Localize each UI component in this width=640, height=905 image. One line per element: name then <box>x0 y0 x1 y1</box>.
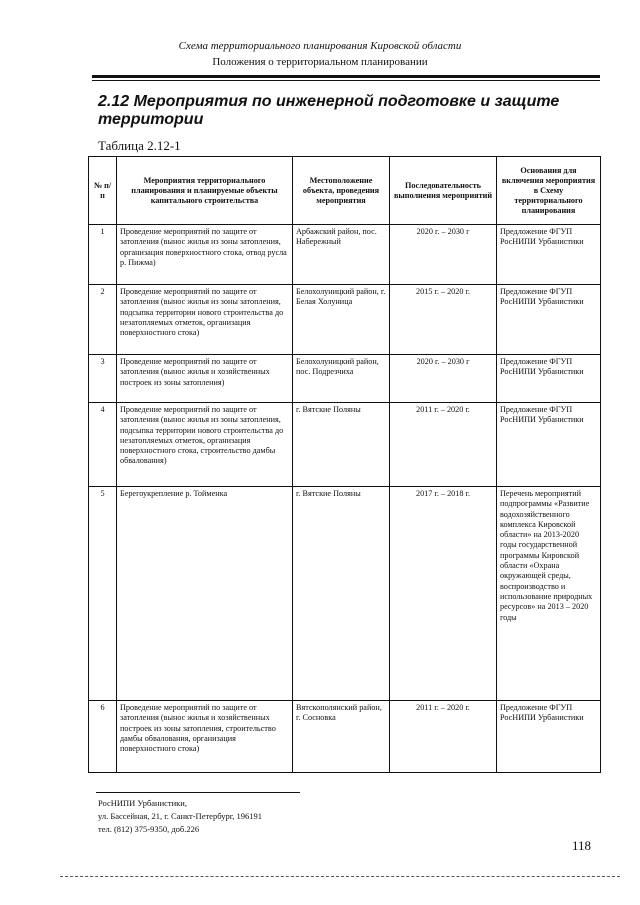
cell-period: 2015 г. – 2020 г. <box>390 285 497 355</box>
cell-basis: Предложение ФГУП РосНИПИ Урбанистики <box>497 355 601 403</box>
table-row <box>89 285 601 355</box>
cell-measure: Проведение мероприятий по защите от затопления (вынос жилья и хозяйственных построек из зоны затопления) <box>117 355 293 403</box>
document-header-subtitle: Положения о территориальном планировании <box>212 56 428 68</box>
section-title: 2.12 Мероприятия по инженерной подготовке и защите территории <box>98 93 560 128</box>
cell-period: 2020 г. – 2030 г <box>390 225 497 285</box>
cell-period: 2011 г. – 2020 г. <box>390 403 497 487</box>
cell-period: 2017 г. – 2018 г. <box>390 487 497 701</box>
table-header-row <box>89 157 601 225</box>
scan-edge-line <box>60 876 620 877</box>
table-row <box>89 403 601 487</box>
footer-phone: тел. (812) 375-9350, доб.226 <box>98 824 200 834</box>
header-rule-thin <box>92 80 600 81</box>
cell-basis: Предложение ФГУП РосНИПИ Урбанистики <box>497 285 601 355</box>
cell-period: 2011 г. – 2020 г. <box>390 701 497 773</box>
cell-number: 6 <box>89 701 117 773</box>
column-header-location: Местоположение объекта, проведения мероприятия <box>293 157 390 225</box>
cell-measure: Проведение мероприятий по защите от затопления (вынос жилья и хозяйственных построек из зоны затопления, строительство дамбы обвалования, организация поверхностного стока) <box>117 701 293 773</box>
cell-location: Белохолуницкий район, г. Белая Холуница <box>293 285 390 355</box>
column-header-measure: Мероприятия территориального планирования и планируемые объекты капитального строительства <box>117 157 293 225</box>
footnote-rule <box>96 792 300 793</box>
table-label: Таблица 2.12-1 <box>98 138 181 153</box>
cell-measure: Проведение мероприятий по защите от затопления (вынос жилья из зоны затопления, организация поверхностного стока, отвод русла р. Пижма) <box>117 225 293 285</box>
page-number: 118 <box>572 838 592 853</box>
cell-measure: Берегоукрепление р. Тойменка <box>117 487 293 701</box>
column-header-basis: Основания для включения мероприятия в Схему территориального планирования <box>497 157 601 225</box>
cell-basis: Перечень мероприятий подпрограммы «Развитие водохозяйственного комплекса Кировской области» на 2013-2020 годы государственной программы Кировской области «Охрана окружающей среды, воспроизводство и использование природных ресурсов» на 2013 – 2020 годы <box>497 487 601 701</box>
cell-number: 3 <box>89 355 117 403</box>
cell-measure: Проведение мероприятий по защите от затопления (вынос жилья из зоны затопления, подсыпка территории нового строительства до незатопляемых отметок, организация поверхностного стока, строительство дамбы обвалования) <box>117 403 293 487</box>
column-header-number: № п/п <box>89 157 117 225</box>
cell-number: 2 <box>89 285 117 355</box>
cell-location: Арбажский район, пос. Набережный <box>293 225 390 285</box>
cell-period: 2020 г. – 2030 г <box>390 355 497 403</box>
footer-address: ул. Бассейная, 21, г. Санкт-Петербург, 196191 <box>98 811 262 821</box>
cell-basis: Предложение ФГУП РосНИПИ Урбанистики <box>497 701 601 773</box>
cell-basis: Предложение ФГУП РосНИПИ Урбанистики <box>497 403 601 487</box>
cell-location: Белохолуницкий район, пос. Подрезчиха <box>293 355 390 403</box>
table-row <box>89 487 601 701</box>
cell-measure: Проведение мероприятий по защите от затопления (вынос жилья из зоны затопления, подсыпка территории нового строительства до незатопляемых отметок, организация поверхностного стока) <box>117 285 293 355</box>
document-header-title: Схема территориального планирования Кировской области <box>178 40 462 52</box>
cell-location: Вятскополянский район, г. Сосновка <box>293 701 390 773</box>
table-row <box>89 355 601 403</box>
cell-location: г. Вятские Поляны <box>293 487 390 701</box>
table-row <box>89 225 601 285</box>
cell-basis: Предложение ФГУП РосНИПИ Урбанистики <box>497 225 601 285</box>
cell-number: 5 <box>89 487 117 701</box>
cell-number: 1 <box>89 225 117 285</box>
cell-location: г. Вятские Поляны <box>293 403 390 487</box>
header-rule-thick <box>92 75 600 78</box>
table-row <box>89 701 601 773</box>
footer-org: РосНИПИ Урбанистики, <box>98 798 187 808</box>
cell-number: 4 <box>89 403 117 487</box>
column-header-period: Последовательность выполнения мероприятий <box>390 157 497 225</box>
measures-table <box>88 156 601 773</box>
